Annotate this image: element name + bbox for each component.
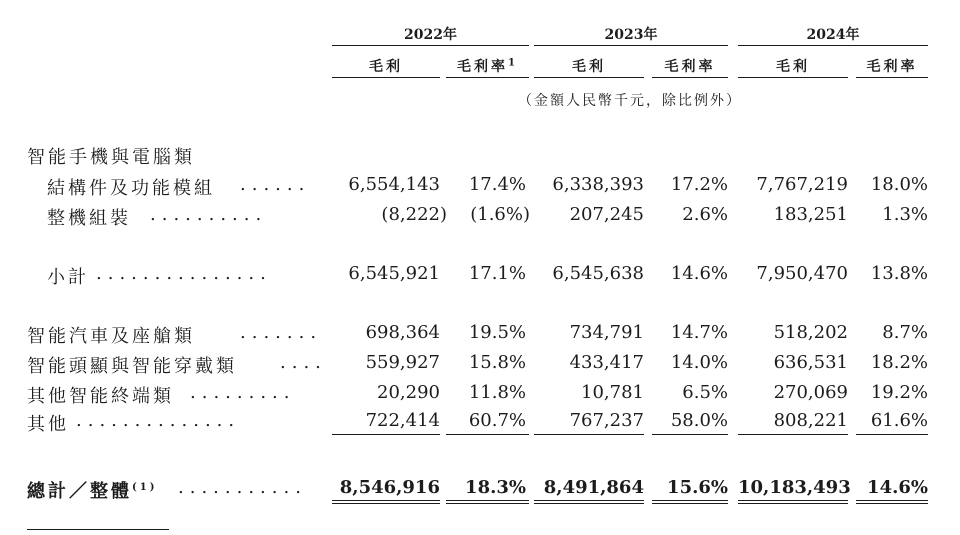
subheader-rule-profit-2022 bbox=[332, 77, 440, 78]
row-leader-dots: ......... bbox=[190, 382, 296, 403]
gross-profit-2022: (8,222) bbox=[381, 204, 447, 225]
unit-note: （金額人民幣千元，除比例外） bbox=[518, 93, 742, 109]
gross-margin-header-2022 bbox=[446, 56, 529, 76]
row-leader-dots: .... bbox=[280, 352, 327, 373]
gross-margin-2022: (1.6%) bbox=[470, 204, 530, 225]
gross-profit-2022: 6,545,921 bbox=[348, 263, 440, 284]
total-double-rule-b-2023 bbox=[534, 503, 644, 504]
gross-profit-2024: 808,221 bbox=[773, 410, 848, 431]
gross-profit-2022: 20,290 bbox=[377, 382, 440, 403]
pretotal-rule-margin-2023 bbox=[652, 434, 728, 435]
total-gross-margin-2024: 14.6% bbox=[867, 477, 928, 498]
gross-margin-2022: 19.5% bbox=[468, 322, 526, 343]
gross-profit-2023: 6,545,638 bbox=[552, 263, 644, 284]
subheader-rule-profit-2023 bbox=[534, 77, 644, 78]
gross-profit-2023: 433,417 bbox=[569, 352, 644, 373]
total-label-text: 總計／整體 bbox=[27, 481, 132, 502]
pretotal-rule-profit-2022 bbox=[332, 434, 440, 435]
total-double-rule-a-2022 bbox=[332, 500, 440, 501]
gross-margin-2023: 14.0% bbox=[670, 352, 728, 373]
total-double-rule-b-2022 bbox=[332, 503, 440, 504]
pretotal-rule-margin-2022 bbox=[446, 434, 529, 435]
row-label: 整機組裝 bbox=[47, 208, 131, 229]
row-label: 結構件及功能模組 bbox=[47, 178, 215, 199]
subtotal-label: 小計 bbox=[47, 267, 89, 288]
pretotal-rule-margin-2024 bbox=[856, 434, 928, 435]
row-leader-dots: ....... bbox=[240, 322, 323, 343]
year-header-2024: 2024年 bbox=[806, 27, 860, 43]
gross-profit-header-2023: 毛利 bbox=[572, 59, 606, 75]
row-leader-dots: .............. bbox=[76, 410, 241, 431]
subheader-rule-margin-2024 bbox=[856, 77, 928, 78]
total-double-rule-b-2024m bbox=[856, 503, 928, 504]
gross-margin-2023: 58.0% bbox=[670, 410, 728, 431]
gross-profit-2024: 636,531 bbox=[773, 352, 848, 373]
gross-margin-2022: 17.4% bbox=[468, 174, 526, 195]
total-gross-margin-2023: 15.6% bbox=[667, 477, 728, 498]
footnote-separator bbox=[27, 529, 169, 530]
gross-margin-2024: 61.6% bbox=[870, 410, 928, 431]
total-double-rule-b-2022m bbox=[446, 503, 529, 504]
row-label: 其他 bbox=[27, 414, 69, 435]
gross-margin-2024: 13.8% bbox=[870, 263, 928, 284]
total-double-rule-b-2023m bbox=[652, 503, 728, 504]
year-header-2022: 2022年 bbox=[404, 27, 457, 43]
row-leader-dots: ............... bbox=[96, 263, 272, 284]
row-label: 智能汽車及座艙類 bbox=[27, 326, 195, 347]
row-leader-dots: ...... bbox=[240, 174, 311, 195]
year-rule-2024 bbox=[738, 45, 928, 46]
total-double-rule-b-2024 bbox=[738, 503, 848, 504]
subheader-rule-margin-2022 bbox=[446, 77, 529, 78]
gross-margin-header-2024: 毛利率 bbox=[866, 59, 918, 75]
subheader-rule-profit-2024 bbox=[738, 77, 848, 78]
gross-profit-2023: 207,245 bbox=[569, 204, 644, 225]
gross-margin-2024: 1.3% bbox=[882, 204, 928, 225]
row-leader-dots: .......... bbox=[150, 204, 268, 225]
gross-margin-2022: 15.8% bbox=[468, 352, 526, 373]
year-rule-2022 bbox=[332, 45, 529, 46]
gross-margin-2024: 8.7% bbox=[882, 322, 928, 343]
gross-profit-2024: 518,202 bbox=[773, 322, 848, 343]
total-double-rule-a-2023 bbox=[534, 500, 644, 501]
gross-profit-2022: 559,927 bbox=[365, 352, 440, 373]
total-gross-profit-2023: 8,491,864 bbox=[543, 477, 644, 498]
total-gross-margin-2022: 18.3% bbox=[465, 477, 526, 498]
gross-margin-2024: 18.0% bbox=[870, 174, 928, 195]
gross-profit-2024: 7,950,470 bbox=[756, 263, 848, 284]
subheader-rule-margin-2023 bbox=[652, 77, 728, 78]
section-title: 智能手機與電腦類 bbox=[27, 147, 195, 168]
pretotal-rule-profit-2024 bbox=[738, 434, 848, 435]
total-label bbox=[27, 477, 157, 503]
total-gross-profit-2022: 8,546,916 bbox=[339, 477, 440, 498]
total-double-rule-a-2024m bbox=[856, 500, 928, 501]
gross-margin-2023: 17.2% bbox=[670, 174, 728, 195]
total-gross-profit-2024: 10,183,493 bbox=[738, 477, 851, 498]
gross-margin-2023: 6.5% bbox=[682, 382, 728, 403]
total-double-rule-a-2022m bbox=[446, 500, 529, 501]
row-label: 智能頭顯與智能穿戴類 bbox=[27, 356, 237, 377]
gross-margin-2023: 2.6% bbox=[682, 204, 728, 225]
gross-profit-header-2022: 毛利 bbox=[369, 59, 403, 75]
total-double-rule-a-2023m bbox=[652, 500, 728, 501]
gross-margin-footnote-mark: 1 bbox=[508, 57, 518, 69]
gross-margin-2024: 18.2% bbox=[870, 352, 928, 373]
gross-profit-2022: 6,554,143 bbox=[348, 174, 440, 195]
gross-margin-2023: 14.6% bbox=[670, 263, 728, 284]
year-header-2023: 2023年 bbox=[604, 27, 658, 43]
gross-margin-2022: 17.1% bbox=[468, 263, 526, 284]
gross-margin-2022: 60.7% bbox=[468, 410, 526, 431]
gross-profit-2022: 698,364 bbox=[365, 322, 440, 343]
gross-profit-2023: 10,781 bbox=[581, 382, 644, 403]
gross-profit-2024: 7,767,219 bbox=[756, 174, 848, 195]
year-rule-2023 bbox=[534, 45, 728, 46]
gross-profit-2024: 270,069 bbox=[773, 382, 848, 403]
total-double-rule-a-2024 bbox=[738, 500, 848, 501]
total-leader-dots: ........... bbox=[178, 477, 307, 498]
gross-profit-2023: 6,338,393 bbox=[552, 174, 644, 195]
gross-margin-label: 毛利率 bbox=[457, 59, 509, 75]
row-label: 其他智能終端類 bbox=[27, 386, 174, 407]
total-footnote-mark: (1) bbox=[132, 482, 158, 493]
gross-profit-2023: 767,237 bbox=[569, 410, 644, 431]
gross-profit-header-2024: 毛利 bbox=[776, 59, 810, 75]
gross-profit-2022: 722,414 bbox=[365, 410, 440, 431]
gross-margin-header-2023: 毛利率 bbox=[664, 59, 716, 75]
pretotal-rule-profit-2023 bbox=[534, 434, 644, 435]
gross-profit-2023: 734,791 bbox=[569, 322, 644, 343]
gross-margin-2022: 11.8% bbox=[468, 382, 526, 403]
gross-margin-2023: 14.7% bbox=[670, 322, 728, 343]
gross-profit-2024: 183,251 bbox=[773, 204, 848, 225]
gross-margin-2024: 19.2% bbox=[870, 382, 928, 403]
